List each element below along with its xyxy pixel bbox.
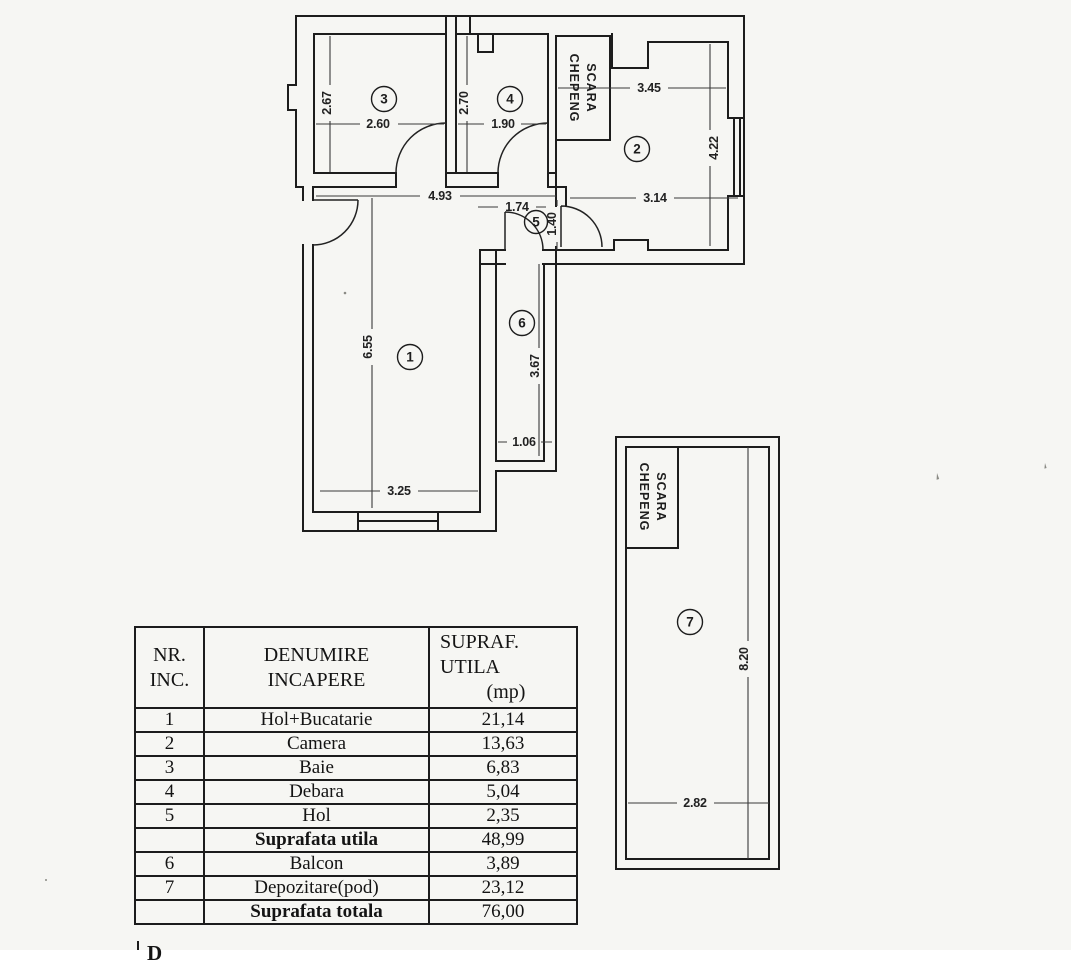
table-row-total — [135, 900, 577, 924]
hatch-label-top-line2: SCARA — [584, 63, 598, 113]
table-cell-area: 13,63 — [429, 732, 577, 756]
table-row-subtotal — [135, 828, 577, 852]
table-cell-nr: 1 — [135, 708, 204, 732]
table-cell-nr: 5 — [135, 804, 204, 828]
header-inc: INC. — [149, 668, 190, 691]
cut-off-text-fragment: D — [137, 941, 207, 950]
room-number-6: 6 — [518, 315, 526, 331]
room-badge-4 — [498, 87, 523, 112]
table-row — [135, 804, 577, 828]
dim-balcony-height: 3.67 — [528, 354, 542, 378]
header-nr: NR. — [153, 643, 186, 666]
room-number-5: 5 — [532, 214, 540, 230]
hatch-label-storage-line1: CHEPENG — [637, 462, 651, 532]
table-cell-nr — [135, 828, 204, 852]
dim-room4-height: 2.70 — [457, 91, 471, 115]
table-cell-area: 3,89 — [429, 852, 577, 876]
table-cell-area: 5,04 — [429, 780, 577, 804]
table-cell-room-name: Hol+Bucatarie — [204, 708, 429, 732]
table-row — [135, 732, 577, 756]
dim-storage-height: 8.20 — [737, 647, 751, 671]
table-cell-nr: 2 — [135, 732, 204, 756]
table-cell-area: 48,99 — [429, 828, 577, 852]
dim-room3-height: 2.67 — [320, 91, 334, 115]
header-denumire-incapere — [204, 627, 429, 708]
dim-room2-height: 4.22 — [707, 136, 721, 160]
room-badge-1 — [398, 345, 423, 370]
header-incapere: INCAPERE — [267, 668, 366, 691]
table-cell-nr: 7 — [135, 876, 204, 900]
table-cell-area: 76,00 — [429, 900, 577, 924]
header-suprafata-utila — [429, 627, 577, 708]
header-mp: (mp) — [486, 681, 526, 703]
room-badge-2 — [625, 137, 650, 162]
header-supraf: SUPRAF. — [440, 631, 519, 653]
header-nr-inc — [135, 627, 204, 708]
table-cell-room-name: Suprafata utila — [204, 828, 429, 852]
table-cell-nr: 3 — [135, 756, 204, 780]
dim-room1-height: 6.55 — [361, 335, 375, 359]
dim-room3-width: 2.60 — [366, 117, 390, 131]
table-cell-room-name: Suprafata totala — [204, 900, 429, 924]
table-cell-room-name: Baie — [204, 756, 429, 780]
table-cell-room-name: Balcon — [204, 852, 429, 876]
table-cell-area: 21,14 — [429, 708, 577, 732]
dim-hall-width: 1.74 — [505, 200, 529, 214]
dim-balcony-width: 1.06 — [512, 435, 536, 449]
dim-room1-width: 3.25 — [387, 484, 411, 498]
table-cell-nr: 6 — [135, 852, 204, 876]
table-cell-room-name: Depozitare(pod) — [204, 876, 429, 900]
table-row — [135, 876, 577, 900]
table-cell-area: 2,35 — [429, 804, 577, 828]
dim-hall-height: 1.40 — [545, 212, 559, 236]
header-utila: UTILA — [440, 656, 500, 678]
room-badge-7 — [678, 610, 703, 635]
room-number-1: 1 — [406, 349, 414, 365]
header-denumire: DENUMIRE — [263, 643, 370, 666]
dim-room2-bottom-width: 3.14 — [643, 191, 667, 205]
table-cell-room-name: Debara — [204, 780, 429, 804]
table-cell-nr: 4 — [135, 780, 204, 804]
table-cell-room-name: Hol — [204, 804, 429, 828]
table-cell-area: 6,83 — [429, 756, 577, 780]
room-number-2: 2 — [633, 141, 641, 157]
table-header-row — [135, 627, 577, 708]
table-cell-nr — [135, 900, 204, 924]
dim-room2-top-width: 3.45 — [637, 81, 661, 95]
room-number-4: 4 — [506, 91, 514, 107]
hatch-label-storage-line2: SCARA — [654, 472, 668, 522]
hatch-label-top-line1: CHEPENG — [567, 53, 581, 123]
table-cell-room-name: Camera — [204, 732, 429, 756]
table-row — [135, 708, 577, 732]
dim-storage-width: 2.82 — [683, 796, 707, 810]
table-row — [135, 756, 577, 780]
apartment-walls — [288, 16, 744, 531]
table-row — [135, 852, 577, 876]
hatch-labels — [567, 54, 668, 532]
dim-room4-width: 1.90 — [491, 117, 515, 131]
table-cell-area: 23,12 — [429, 876, 577, 900]
room-number-3: 3 — [380, 91, 388, 107]
room-number-7: 7 — [686, 614, 694, 630]
table-row — [135, 780, 577, 804]
dim-corridor-width: 4.93 — [428, 189, 452, 203]
area-table — [134, 626, 578, 925]
room-badge-6 — [510, 311, 535, 336]
room-badge-3 — [372, 87, 397, 112]
